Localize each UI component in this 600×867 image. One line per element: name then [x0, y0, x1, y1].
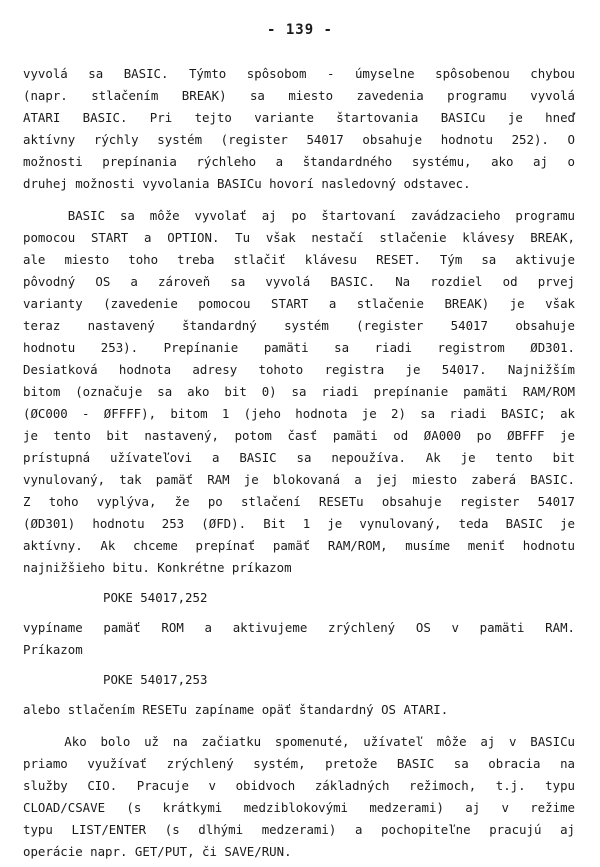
text-line: vyvolá sa BASIC. Týmto spôsobom - úmyselne spôsobenou chybou	[23, 66, 575, 81]
text-line: možnosti prepínania rýchleho a štandardného systému, ako aj o	[23, 154, 575, 169]
text-line: bitom (označuje sa ako bit 0) sa riadi prepínanie pamäti RAM/ROM	[23, 384, 575, 399]
text-line: Desiatková hodnota adresy tohoto registra je 54017. Najnižším	[23, 362, 575, 377]
text-line: Ako bolo už na začiatku spomenuté, užívateľ môže aj v BASICu	[23, 734, 575, 749]
text-line: prístupná užívateľovi a BASIC sa nepoužíva. Ak je tento bit	[23, 450, 575, 465]
text-line: operácie napr. GET/PUT, či SAVE/RUN.	[23, 844, 292, 859]
code-line: POKE 54017,253	[103, 672, 208, 687]
text-line: (ØC000 - ØFFFF), bitom 1 (jeho hodnota je 2) sa riadi BASIC; ak	[23, 406, 575, 421]
text-line: varianty (zavedenie pomocou START a stlačenie BREAK) je však	[23, 296, 575, 311]
text-line: ale miesto toho treba stlačiť klávesu RESET. Tým sa aktivuje	[23, 252, 575, 267]
text-line: pôvodný OS a zároveň sa vyvolá BASIC. Na rozdiel od prvej	[23, 274, 575, 289]
text-line: teraz nastavený štandardný systém (register 54017 obsahuje	[23, 318, 575, 333]
page-number: - 139 -	[266, 22, 333, 38]
text-line: vynulovaný, tak pamäť RAM je blokovaná a jej miesto zaberá BASIC.	[23, 472, 575, 487]
text-line: Z toho vyplýva, že po stlačení RESETu obsahuje register 54017	[23, 494, 575, 509]
text-line: (ØD301) hodnotu 253 (ØFD). Bit 1 je vynulovaný, teda BASIC je	[23, 516, 575, 531]
text-line: hodnotu 253). Prepínanie pamäti sa riadi registrom ØD301.	[23, 340, 575, 355]
text-line: BASIC sa môže vyvolať aj po štartovaní zavádzacieho programu	[23, 208, 575, 223]
text-line: aktívny rýchly systém (register 54017 obsahuje hodnotu 252). O	[23, 132, 575, 147]
text-line: druhej možnosti vyvolania BASICu hovorí nasledovný odstavec.	[23, 176, 471, 191]
text-line: najnižšieho bitu. Konkrétne príkazom	[23, 560, 292, 575]
text-line: je tento bit nastavený, potom časť pamäti od ØA000 po ØBFFF je	[23, 428, 575, 443]
text-line: Príkazom	[23, 642, 83, 657]
code-line: POKE 54017,252	[103, 590, 208, 605]
text-line: vypíname pamäť ROM a aktivujeme zrýchlený OS v pamäti RAM.	[23, 620, 575, 635]
text-line: ATARI BASIC. Pri tejto variante štartovania BASICu je hneď	[23, 110, 575, 125]
text-line: alebo stlačením RESETu zapíname opäť štandardný OS ATARI.	[23, 702, 449, 717]
text-line: služby CIO. Pracuje v obidvoch základných režimoch, t.j. typu	[23, 778, 575, 793]
text-line: priamo využívať zrýchlený systém, pretože BASIC sa obracia na	[23, 756, 575, 771]
text-line: CLOAD/CSAVE (s krátkymi medziblokovými medzerami) aj v režime	[23, 800, 575, 815]
text-line: typu LIST/ENTER (s dlhými medzerami) a pochopiteľne pracujú aj	[23, 822, 575, 837]
text-line: aktívny. Ak chceme prepínať pamäť RAM/ROM, musíme meniť hodnotu	[23, 538, 575, 553]
text-line: (napr. stlačením BREAK) sa miesto zavedenia programu vyvolá	[23, 88, 575, 103]
text-line: pomocou START a OPTION. Tu však nestačí stlačenie klávesy BREAK,	[23, 230, 575, 245]
